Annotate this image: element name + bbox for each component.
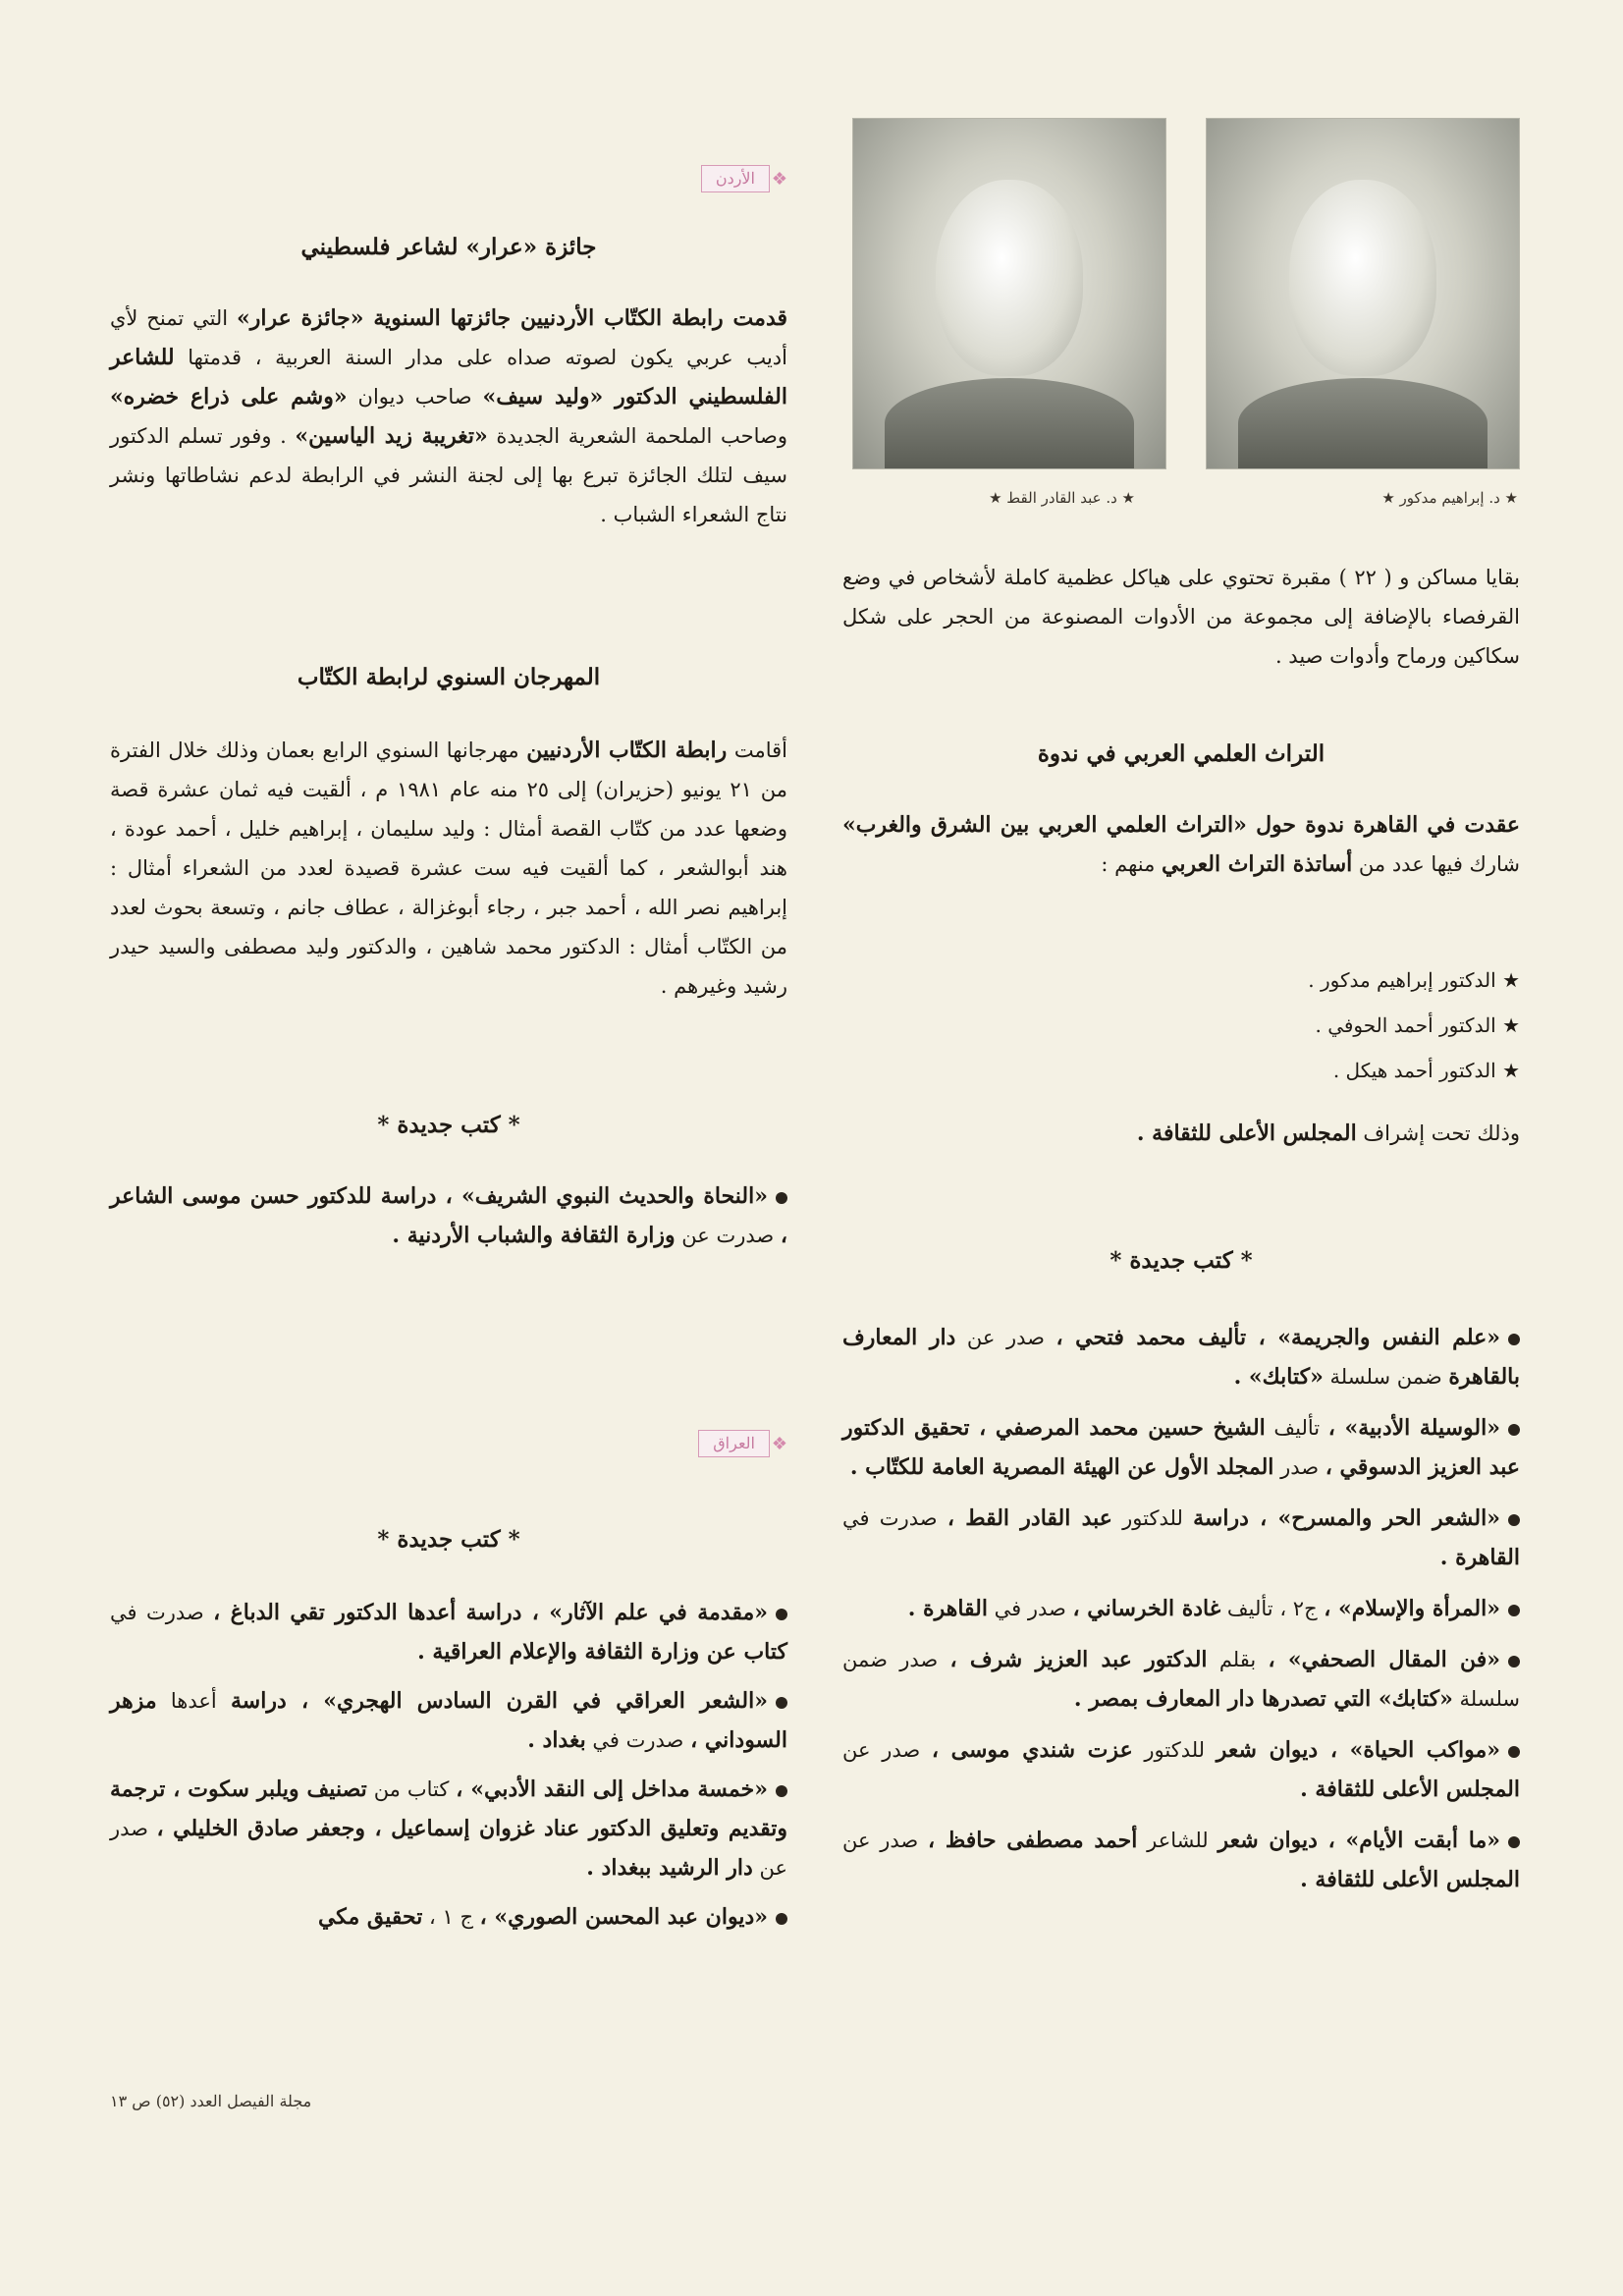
bold-text: «النحاة والحديث النبوي الشريف» ، دراسة للدكتور حسن موسى الشاعر ، [110, 1183, 787, 1248]
bold-text: «وشم على ذراع خضره» [110, 384, 348, 410]
jordan-book-item [110, 1176, 787, 1255]
body-text: أعدها [156, 1689, 231, 1713]
body-text: صدر ضمن سلسلة [842, 1648, 1520, 1711]
bold-text: أساتذة التراث العربي [1162, 851, 1353, 877]
tag-marker-icon: ❖ [771, 1434, 787, 1454]
bold-text: «علم النفس والجريمة» ، تأليف محمد فتحي ، [1055, 1325, 1500, 1350]
body-text: منهم : [1101, 852, 1163, 876]
bullet-icon [1508, 1746, 1520, 1758]
book-item [110, 1593, 787, 1671]
bold-text: بغداد . [527, 1727, 586, 1753]
body-text: ج٢ ، تأليف [1220, 1597, 1325, 1620]
book-list [842, 1318, 1520, 1899]
bold-text: «الشعر العراقي في القرن السادس الهجري» ، دراسة [231, 1688, 768, 1714]
portrait-face [936, 180, 1083, 376]
body-text: أقامت [727, 738, 787, 762]
page-footer: مجلة الفيصل العدد (٥٢) ص ١٣ [110, 2092, 312, 2110]
body-text: بقلم [1207, 1648, 1269, 1671]
bold-text: المجلد الأول عن الهيئة المصرية العامة للكتّاب . [849, 1454, 1274, 1480]
bullet-icon [1508, 1836, 1520, 1848]
body-text: صدر عن [110, 1817, 787, 1880]
participant-item: ★ الدكتور إبراهيم مدكور . [1308, 968, 1520, 992]
photo-caption: ★ د. عبد القادر القط ★ [989, 489, 1135, 507]
bold-text: غادة الخرساني ، [1072, 1596, 1221, 1621]
bold-text: «مقدمة في علم الآثار» ، دراسة أعدها الدكتور تقي الدباغ ، [213, 1600, 768, 1625]
body-text: صاحب ديوان [347, 385, 483, 409]
body-text: . وفور تسلم الدكتور سيف لتلك الجائزة تبرع بها إلى لجنة النشر في الرابطة لدعم نشاطاتها ونشر نتاج الشعراء الشباب . [110, 424, 787, 526]
photo-caption: ★ د. إبراهيم مدكور ★ [1381, 489, 1518, 507]
bold-text: المجلس الأعلى للثقافة . [1300, 1777, 1520, 1802]
bold-text: رابطة الكتّاب الأردنيين [526, 738, 728, 763]
body-text: صدر عن [842, 1829, 929, 1852]
section-tag-iraq: العراق [698, 1430, 770, 1457]
bullet-icon [1508, 1605, 1520, 1616]
book-item [842, 1730, 1520, 1809]
book-item [110, 1770, 787, 1887]
bold-text: «مواكب الحياة» ، ديوان شعر [1216, 1737, 1500, 1763]
bullet-icon [1508, 1514, 1520, 1526]
bold-text: «المرأة والإسلام» ، [1324, 1596, 1500, 1621]
body-text: صدر في [987, 1597, 1073, 1620]
body-text: ضمن سلسلة [1323, 1365, 1449, 1389]
body-text: صدرت في [585, 1728, 691, 1752]
bold-text: عزت شندي موسى ، [931, 1737, 1133, 1763]
bold-text: «تغريبة زيد الياسين» [295, 423, 488, 449]
bold-text: القاهرة . [1439, 1545, 1520, 1570]
participant-item: ★ الدكتور أحمد هيكل . [1332, 1059, 1520, 1082]
body-text: مهرجانها السنوي الرابع بعمان وذلك خلال الفترة من ٢١ يونيو (حزيران) إلى ٢٥ منه عام ١٩٨١ م ، ألقيت فيه ثمان عشرة قصة وضعها عدد من كتّاب القصة أمثال : وليد سليمان ، إبراهيم خليل ، أحمد عودة ، هند أبوالشعر ، كما ألقيت فيه ست عشرة قصيدة لعدد من الشعراء أمثال : إبراهيم نصر الله ، أحمد جبر ، رجاء أبوغزالة ، عطاف جانم ، وتسعة بحوث لعدد من الكتّاب أمثال : الدكتور محمد شاهين ، والدكتور وليد مصطفى والسيد حيدر رشيد وغيرهم . [110, 738, 787, 998]
bold-text: كتاب عن وزارة الثقافة والإعلام العراقية . [417, 1639, 787, 1665]
body-text: صدر عن [955, 1326, 1056, 1349]
bold-text: «كتابك» . [1233, 1364, 1324, 1390]
section-tag-jordan: الأردن [701, 165, 770, 192]
bold-text: «الوسيلة الأدبية» ، [1327, 1415, 1500, 1441]
bullet-icon [776, 1609, 787, 1620]
bold-text: «خمسة مداخل إلى النقد الأدبي» ، [456, 1777, 768, 1802]
bold-text: عبد القادر القط ، [947, 1505, 1112, 1531]
section-heading: جائزة «عرار» لشاعر فلسطيني [300, 234, 597, 260]
body-text: للدكتور [1111, 1506, 1194, 1530]
supervision-line [842, 1114, 1520, 1153]
book-item [842, 1499, 1520, 1577]
portrait-shoulders [1238, 378, 1488, 468]
book-item [842, 1640, 1520, 1719]
bold-text: الشيخ حسين محمد المرصفي ، تحقيق الدكتور عبد العزيز الدسوقي ، [842, 1415, 1520, 1480]
bold-text: الدكتور عبد العزيز شرف ، [949, 1647, 1208, 1672]
bold-text: عقدت في القاهرة ندوة حول «التراث العلمي العربي بين الشرق والغرب» [842, 812, 1520, 838]
portrait-shoulders [885, 378, 1134, 468]
section-heading: المهرجان السنوي لرابطة الكتّاب [297, 664, 601, 690]
bullet-icon [1508, 1424, 1520, 1436]
book-item [110, 1681, 787, 1760]
book-item [842, 1318, 1520, 1396]
portrait-face [1289, 180, 1436, 376]
section-heading: التراث العلمي العربي في ندوة [1037, 740, 1325, 767]
body-text: ج ١ ، [422, 1905, 480, 1929]
award-paragraph [110, 299, 787, 534]
body-text: صدر عن [842, 1738, 932, 1762]
bold-text: وزارة الثقافة والشباب الأردنية . [392, 1223, 676, 1248]
book-item [842, 1408, 1520, 1487]
bold-text: تصنيف ويلبر سكوت ، ترجمة وتقديم وتعليق الدكتور عناد غزوان إسماعيل ، وجعفر صادق الخليلي ، [110, 1777, 788, 1841]
bold-text: المجلس الأعلى للثقافة . [1300, 1867, 1520, 1892]
books-heading: * كتب جديدة * [1109, 1247, 1253, 1274]
bold-text: للشاعر الفلسطيني الدكتور «وليد سيف» [110, 345, 787, 410]
bullet-icon [776, 1785, 787, 1797]
body-text: وذلك تحت إشراف [1356, 1121, 1520, 1145]
bold-text: دار الرشيد ببغداد . [586, 1855, 753, 1881]
bold-text: «ما أبقت الأيام» ، ديوان شعر [1217, 1828, 1500, 1853]
body-text: التي تمنح لأي أديب عربي يكون لصوته صداه على مدار السنة العربية ، قدمتها [110, 306, 787, 369]
bold-text: «ديوان عبد المحسن الصوري» ، [479, 1904, 768, 1930]
portrait-photo-madkour [1206, 118, 1520, 469]
bold-text: القاهرة . [907, 1596, 988, 1621]
bold-text: المجلس الأعلى للثقافة . [1136, 1121, 1357, 1146]
books-heading: * كتب جديدة * [377, 1112, 520, 1138]
book-item [842, 1589, 1520, 1628]
body-text: صدرت في [842, 1506, 947, 1530]
bold-text: «كتابك» التي تصدرها دار المعارف بمصر . [1073, 1686, 1453, 1712]
bold-text: «فن المقال الصحفي» ، [1268, 1647, 1500, 1672]
body-text: صدر [1273, 1455, 1325, 1479]
symposium-paragraph [842, 805, 1520, 884]
intro-paragraph: بقايا مساكن و ( ٢٢ ) مقبرة تحتوي على هياكل عظمية كاملة لأشخاص في وضع القرفصاء بالإضافة إلى مجموعة من الأدوات المصنوعة من الحجر على شكل سكاكين ورماح وأدوات صيد . [842, 566, 1521, 668]
bullet-icon [1508, 1334, 1520, 1345]
body-text: تأليف [1265, 1416, 1328, 1440]
portrait-photo-alqat [852, 118, 1166, 469]
body-text: شارك فيها عدد من [1352, 852, 1520, 876]
festival-paragraph [110, 731, 787, 1006]
photo-strip [842, 118, 1520, 520]
tag-marker-icon: ❖ [771, 169, 787, 190]
body-text: وصاحب الملحمة الشعرية الجديدة [487, 424, 787, 448]
body-text: كتاب من [366, 1777, 457, 1801]
bold-text: أحمد مصطفى حافظ ، [928, 1828, 1138, 1853]
body-text: صدرت عن [675, 1224, 781, 1247]
bold-text: قدمت رابطة الكتّاب الأردنيين جائزتها السنوية «جائزة عرار» [237, 305, 788, 331]
book-item [842, 1821, 1520, 1899]
body-text: للشاعر [1137, 1829, 1218, 1852]
book-item [110, 1897, 787, 1937]
body-text: صدرت في [110, 1601, 214, 1624]
participant-item: ★ الدكتور أحمد الحوفي . [1315, 1013, 1520, 1037]
bullet-icon [776, 1192, 787, 1204]
bullet-icon [1508, 1656, 1520, 1667]
bold-text: «الشعر الحر والمسرح» ، دراسة [1193, 1505, 1500, 1531]
bold-text: دار المعارف بالقاهرة [842, 1325, 1520, 1390]
bullet-icon [776, 1913, 787, 1925]
books-heading: * كتب جديدة * [377, 1526, 520, 1553]
bold-text: تحقيق مكي [317, 1904, 423, 1930]
body-text: للدكتور [1132, 1738, 1217, 1762]
bold-text: مزهر السوداني ، [110, 1688, 787, 1753]
iraq-book-list [110, 1593, 787, 1937]
bullet-icon [776, 1697, 787, 1709]
